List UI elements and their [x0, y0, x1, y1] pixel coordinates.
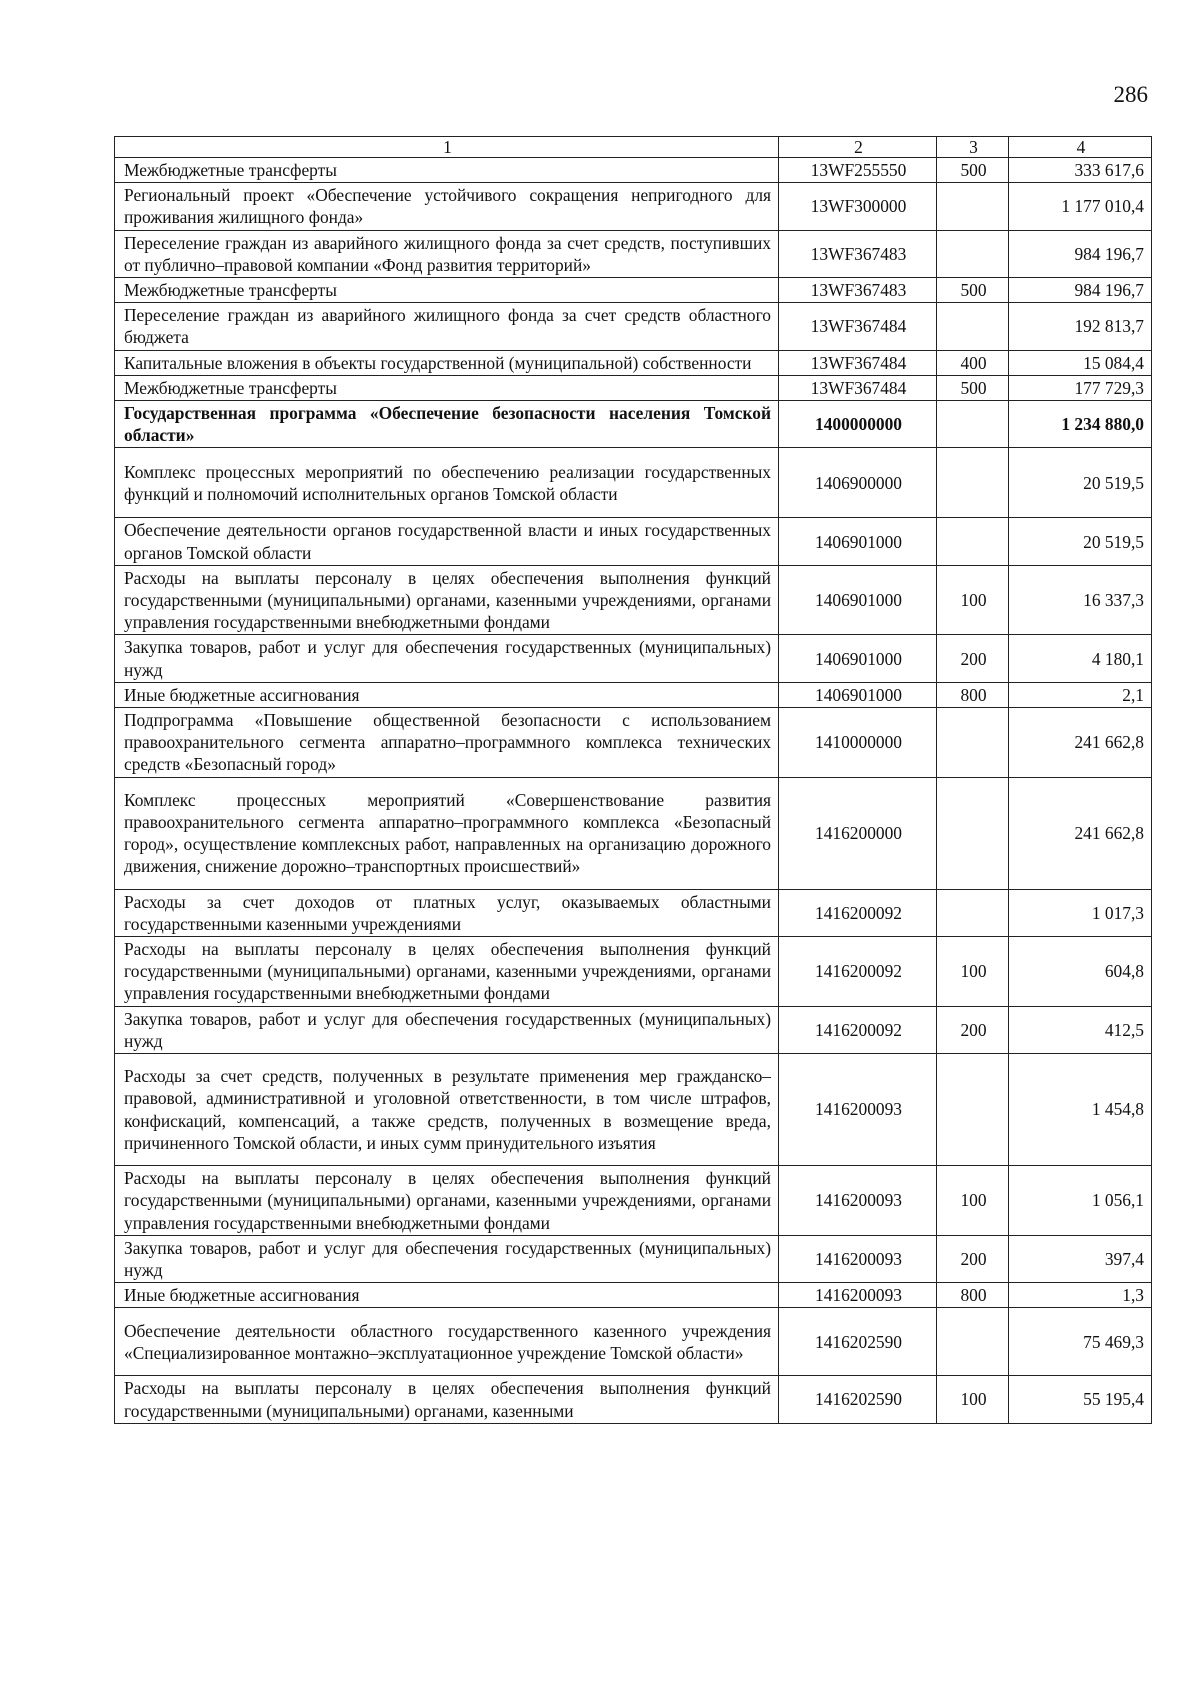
row-amount-cell: 2,1 [1009, 682, 1152, 707]
row-code-cell: 1406901000 [779, 635, 937, 682]
row-code-cell: 1406901000 [779, 682, 937, 707]
table-row [115, 889, 1152, 936]
row-name-cell: Подпрограмма «Повышение общественной безопасности с использованием правоохранительного сегмента аппаратно–программного комплекса технических средств «Безопасный город» [115, 708, 779, 778]
row-code-cell: 1406900000 [779, 448, 937, 518]
row-type-cell [937, 1308, 1009, 1376]
row-type-cell: 800 [937, 1283, 1009, 1308]
row-amount-cell: 1 454,8 [1009, 1054, 1152, 1166]
row-amount-cell: 241 662,8 [1009, 708, 1152, 778]
table-row [115, 777, 1152, 889]
row-name-cell: Капитальные вложения в объекты государственной (муниципальной) собственности [115, 350, 779, 375]
table-row [115, 350, 1152, 375]
row-code-cell: 1416200092 [779, 937, 937, 1007]
row-type-cell [937, 777, 1009, 889]
row-name-cell: Расходы на выплаты персоналу в целях обеспечения выполнения функций государственными (муниципальными) органами, казенными учреждениями, органами управления государственными внебюджетными фондами [115, 1166, 779, 1236]
row-amount-cell: 16 337,3 [1009, 565, 1152, 635]
row-name-cell: Обеспечение деятельности органов государственной власти и иных государственных органов Томской области [115, 518, 779, 565]
row-code-cell: 13WF255550 [779, 158, 937, 183]
table-row [115, 375, 1152, 400]
table-row [115, 448, 1152, 518]
row-name-cell: Расходы за счет доходов от платных услуг, оказываемых областными государственными казенными учреждениями [115, 889, 779, 936]
row-code-cell: 1406901000 [779, 565, 937, 635]
row-name-cell: Переселение граждан из аварийного жилищного фонда за счет средств, поступивших от публично–правовой компании «Фонд развития территорий» [115, 230, 779, 277]
table-row [115, 1308, 1152, 1376]
column-header-1: 1 [115, 137, 779, 158]
table-row [115, 937, 1152, 1007]
page-number: 286 [1113, 82, 1148, 107]
column-header-4: 4 [1009, 137, 1152, 158]
row-type-cell: 100 [937, 565, 1009, 635]
row-type-cell: 400 [937, 350, 1009, 375]
table-row [115, 682, 1152, 707]
table-row [115, 158, 1152, 183]
table-row [115, 1006, 1152, 1053]
row-code-cell: 1416200000 [779, 777, 937, 889]
row-code-cell: 13WF367484 [779, 375, 937, 400]
table-body [115, 158, 1152, 1424]
row-name-cell: Комплекс процессных мероприятий по обеспечению реализации государственных функций и полномочий исполнительных органов Томской области [115, 448, 779, 518]
row-code-cell: 1406901000 [779, 518, 937, 565]
row-amount-cell: 604,8 [1009, 937, 1152, 1007]
row-code-cell: 13WF300000 [779, 183, 937, 230]
row-type-cell [937, 889, 1009, 936]
row-amount-cell: 20 519,5 [1009, 448, 1152, 518]
row-amount-cell: 15 084,4 [1009, 350, 1152, 375]
row-name-cell: Расходы на выплаты персоналу в целях обеспечения выполнения функций государственными (муниципальными) органами, казенными учреждениями, органами управления государственными внебюджетными фондами [115, 937, 779, 1007]
column-header-2: 2 [779, 137, 937, 158]
row-code-cell: 1416200093 [779, 1283, 937, 1308]
row-code-cell: 13WF367484 [779, 303, 937, 350]
row-amount-cell: 1,3 [1009, 1283, 1152, 1308]
row-code-cell: 1416200093 [779, 1054, 937, 1166]
row-name-cell: Расходы на выплаты персоналу в целях обеспечения выполнения функций государственными (муниципальными) органами, казенными учреждениями, органами управления государственными внебюджетными фондами [115, 565, 779, 635]
row-amount-cell: 333 617,6 [1009, 158, 1152, 183]
row-name-cell: Иные бюджетные ассигнования [115, 1283, 779, 1308]
row-amount-cell: 4 180,1 [1009, 635, 1152, 682]
row-amount-cell: 984 196,7 [1009, 230, 1152, 277]
row-type-cell [937, 1054, 1009, 1166]
table-row [115, 303, 1152, 350]
table-row [115, 1283, 1152, 1308]
row-type-cell [937, 518, 1009, 565]
row-code-cell: 13WF367483 [779, 278, 937, 303]
table-row [115, 230, 1152, 277]
table-row [115, 401, 1152, 448]
budget-table [114, 136, 1152, 1424]
row-amount-cell: 75 469,3 [1009, 1308, 1152, 1376]
row-type-cell: 200 [937, 635, 1009, 682]
table-row [115, 518, 1152, 565]
row-amount-cell: 1 177 010,4 [1009, 183, 1152, 230]
row-amount-cell: 1 234 880,0 [1009, 401, 1152, 448]
row-amount-cell: 984 196,7 [1009, 278, 1152, 303]
row-amount-cell: 192 813,7 [1009, 303, 1152, 350]
table-row [115, 1054, 1152, 1166]
row-name-cell: Расходы на выплаты персоналу в целях обеспечения выполнения функций государственными (муниципальными) органами, казенными [115, 1376, 779, 1423]
row-code-cell: 1400000000 [779, 401, 937, 448]
row-type-cell [937, 183, 1009, 230]
row-amount-cell: 397,4 [1009, 1235, 1152, 1282]
row-name-cell: Межбюджетные трансферты [115, 158, 779, 183]
row-name-cell: Закупка товаров, работ и услуг для обеспечения государственных (муниципальных) нужд [115, 1235, 779, 1282]
row-amount-cell: 1 017,3 [1009, 889, 1152, 936]
row-type-cell: 200 [937, 1235, 1009, 1282]
row-amount-cell: 412,5 [1009, 1006, 1152, 1053]
row-type-cell: 200 [937, 1006, 1009, 1053]
row-type-cell [937, 708, 1009, 778]
row-amount-cell: 177 729,3 [1009, 375, 1152, 400]
row-type-cell: 100 [937, 1376, 1009, 1423]
table-row [115, 1166, 1152, 1236]
row-type-cell [937, 448, 1009, 518]
table-row [115, 635, 1152, 682]
row-amount-cell: 20 519,5 [1009, 518, 1152, 565]
row-type-cell: 800 [937, 682, 1009, 707]
table-row [115, 708, 1152, 778]
column-header-3: 3 [937, 137, 1009, 158]
row-code-cell: 1416202590 [779, 1376, 937, 1423]
row-type-cell [937, 303, 1009, 350]
row-type-cell [937, 230, 1009, 277]
row-amount-cell: 1 056,1 [1009, 1166, 1152, 1236]
row-name-cell: Межбюджетные трансферты [115, 375, 779, 400]
row-code-cell: 1416202590 [779, 1308, 937, 1376]
row-name-cell: Комплекс процессных мероприятий «Совершенствование развития правоохранительного сегмента аппаратно–программного комплекса «Безопасный город», осуществление комплексных работ, направленных на организацию дорожного движения, снижение дорожно–транспортных происшествий» [115, 777, 779, 889]
row-name-cell: Переселение граждан из аварийного жилищного фонда за счет средств областного бюджета [115, 303, 779, 350]
row-code-cell: 1416200093 [779, 1235, 937, 1282]
row-name-cell: Закупка товаров, работ и услуг для обеспечения государственных (муниципальных) нужд [115, 635, 779, 682]
row-type-cell: 100 [937, 937, 1009, 1007]
row-type-cell: 500 [937, 158, 1009, 183]
row-name-cell: Государственная программа «Обеспечение безопасности населения Томской области» [115, 401, 779, 448]
table-row [115, 278, 1152, 303]
row-code-cell: 1416200092 [779, 889, 937, 936]
row-amount-cell: 241 662,8 [1009, 777, 1152, 889]
row-name-cell: Региональный проект «Обеспечение устойчивого сокращения непригодного для проживания жилищного фонда» [115, 183, 779, 230]
row-name-cell: Межбюджетные трансферты [115, 278, 779, 303]
row-name-cell: Обеспечение деятельности областного государственного казенного учреждения «Специализированное монтажно–эксплуатационное учреждение Томской области» [115, 1308, 779, 1376]
table-row [115, 183, 1152, 230]
row-code-cell: 1410000000 [779, 708, 937, 778]
row-code-cell: 1416200092 [779, 1006, 937, 1053]
row-type-cell [937, 401, 1009, 448]
row-code-cell: 13WF367483 [779, 230, 937, 277]
table-row [115, 1376, 1152, 1423]
table-row [115, 1235, 1152, 1282]
row-name-cell: Иные бюджетные ассигнования [115, 682, 779, 707]
row-amount-cell: 55 195,4 [1009, 1376, 1152, 1423]
table-row [115, 565, 1152, 635]
row-type-cell: 500 [937, 278, 1009, 303]
row-type-cell: 500 [937, 375, 1009, 400]
row-code-cell: 1416200093 [779, 1166, 937, 1236]
row-code-cell: 13WF367484 [779, 350, 937, 375]
row-type-cell: 100 [937, 1166, 1009, 1236]
row-name-cell: Расходы за счет средств, полученных в результате применения мер гражданско–правовой, административной и уголовной ответственности, в том числе штрафов, конфискаций, компенсаций, а также средств, полученных в возмещение вреда, причиненного Томской области, и иных сумм принудительного изъятия [115, 1054, 779, 1166]
table-header-row [115, 137, 1152, 158]
row-name-cell: Закупка товаров, работ и услуг для обеспечения государственных (муниципальных) нужд [115, 1006, 779, 1053]
